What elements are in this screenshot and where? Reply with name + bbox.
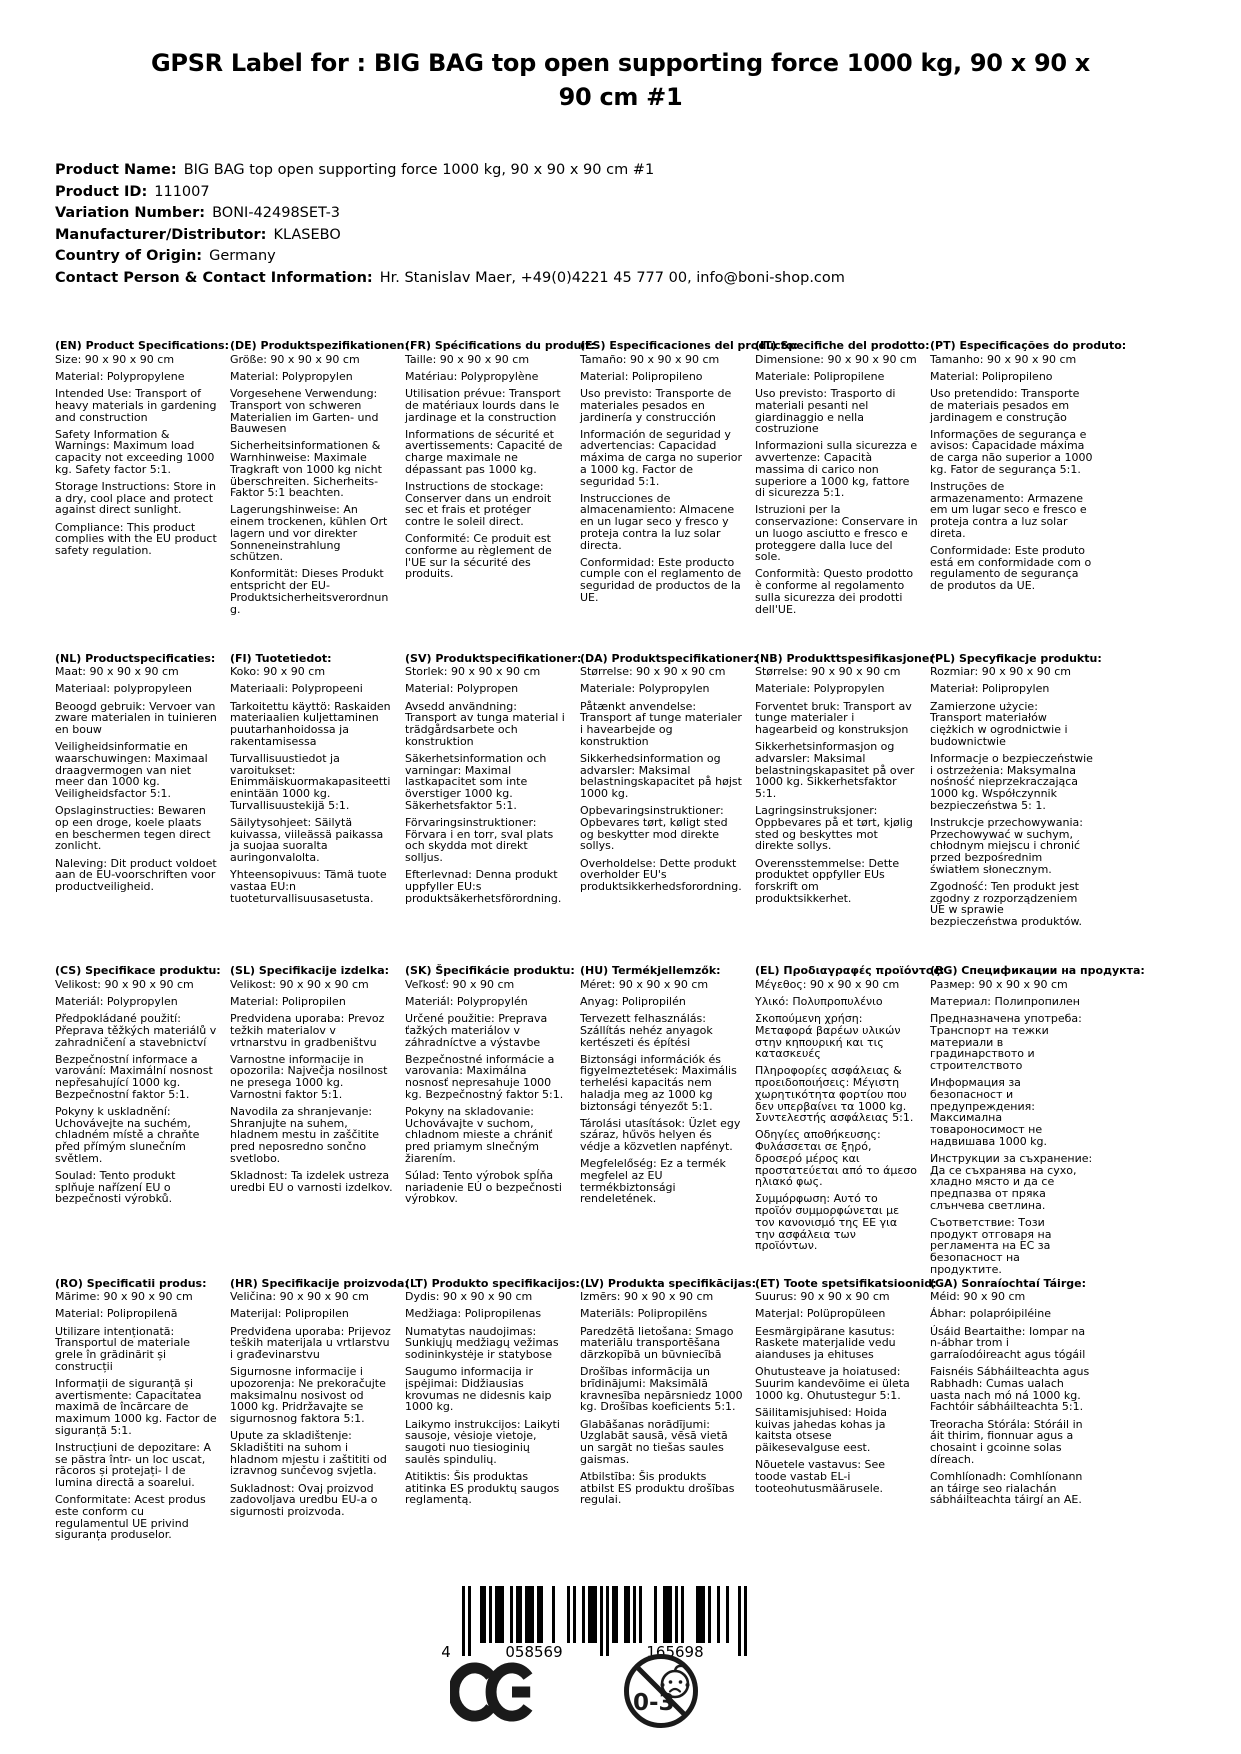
spec-cell-header: (PT) Especificações do produto: — [930, 339, 1127, 352]
spec-paragraph: Pokyny k uskladnění: Uchovávejte na suchém, chladném místě a chraňte před přímým slunečním světlem. — [55, 1105, 200, 1165]
spec-paragraph: Méret: 90 x 90 x 90 cm — [580, 977, 709, 991]
spec-paragraph: Súlad: Tento výrobok spĺňa nariadenie EÚ o bezpečnosti výrobkov. — [405, 1169, 562, 1206]
spec-paragraph: Biztonsági információk és figyelmeztetések: Maximális terhelési kapacitás nem haladja meg az 1000 kg biztonsági tényezőt 5:1. — [580, 1052, 737, 1113]
spec-paragraph: Conformitate: Acest produs este conform cu regulamentul UE privind siguranța produselor. — [55, 1493, 206, 1542]
spec-paragraph: Taille: 90 x 90 x 90 cm — [405, 352, 530, 366]
product-info-line — [55, 160, 845, 182]
ean13-barcode — [440, 1586, 747, 1668]
spec-paragraph: Mărime: 90 x 90 x 90 cm — [55, 1290, 193, 1304]
spec-paragraph: Zamierzone użycie: Transport materiałów ciężkich w ogrodnictwie i budownictwie — [930, 699, 1068, 748]
spec-paragraph: Lagerungshinweise: An einem trockenen, kühlen Ort lagern und vor direkter Sonneneinstrahlung schützen. — [230, 503, 388, 564]
spec-cell — [580, 339, 798, 653]
spec-paragraph: Materiaali: Polypropeeni — [230, 682, 363, 696]
spec-paragraph: Medžiaga: Polipropilenas — [405, 1307, 542, 1321]
spec-paragraph: Размер: 90 x 90 x 90 cm — [930, 977, 1068, 991]
spec-paragraph: Μέγεθος: 90 x 90 x 90 cm — [755, 977, 900, 991]
product-info-value: BIG BAG top open supporting force 1000 kg, 90 x 90 x 90 cm #1 — [183, 162, 655, 178]
product-info-line — [55, 203, 845, 225]
spec-paragraph: Varnostne informacije in opozorila: Največja nosilnost ne presega 1000 kg. Varnostni faktor 5:1. — [230, 1052, 388, 1101]
spec-paragraph: Vorgesehene Verwendung: Transport von schweren Materialien im Garten- und Bauwesen — [230, 387, 379, 436]
spec-paragraph: Conformité: Ce produit est conforme au règlement de l'UE sur la sécurité des produits. — [405, 532, 552, 581]
spec-paragraph: Rozmiar: 90 x 90 x 90 cm — [930, 665, 1071, 679]
spec-paragraph: Conformità: Questo prodotto è conforme al regolamento sulla sicurezza dei prodotti dell'UE. — [755, 567, 914, 616]
spec-paragraph: Größe: 90 x 90 x 90 cm — [230, 352, 360, 366]
spec-paragraph: Veiligheidsinformatie en waarschuwingen: Maximaal draagvermogen van niet meer dan 1000 kg. Veiligheidsfactor 5:1. — [55, 740, 208, 801]
spec-paragraph: Ábhar: polapróipiléine — [930, 1307, 1051, 1321]
spec-paragraph: Material: Polipropileno — [580, 369, 703, 383]
spec-paragraph: Eesmärgipärane kasutus: Raskete materjalide vedu aianduses ja ehituses — [755, 1324, 896, 1362]
spec-cell — [580, 651, 758, 966]
spec-paragraph: Uso pretendido: Transporte de materiais pesados em jardinagem e construção — [930, 387, 1080, 424]
barcode-lead-digit: 4 — [441, 1643, 451, 1661]
ce-mark-icon — [450, 1662, 534, 1726]
spec-paragraph: Material: Polipropilenă — [55, 1307, 178, 1321]
product-info-value: 111007 — [154, 183, 210, 200]
spec-paragraph: Instruções de armazenamento: Armazene em um lugar seco e fresco e proteja contra a luz solar direta. — [930, 480, 1087, 540]
age-warning-label: 0-3 — [633, 1690, 675, 1716]
spec-paragraph: Ohutusteave ja hoiatused: Suurim kandevõime ei ületa 1000 kg. Ohutustegur 5:1. — [755, 1365, 910, 1402]
spec-paragraph: Izmērs: 90 x 90 x 90 cm — [580, 1290, 714, 1304]
spec-paragraph: Materjal: Polüpropüleen — [755, 1307, 886, 1321]
spec-paragraph: Turvallisuustiedot ja varoitukset: Enimmäiskuormakapasiteetti enintään 1000 kg. Turvallisuustekijä 5:1. — [230, 751, 391, 812]
spec-cell — [755, 340, 930, 653]
spec-cell-header: (ET) Toote spetsifikatsioonid: — [755, 1276, 937, 1290]
spec-paragraph: Informații de siguranță și avertismente: Capacitatea maximă de încărcare de maximum 1000 kg. Factor de siguranță 5:1. — [55, 1376, 217, 1437]
spec-cell — [230, 339, 409, 653]
spec-cell-header: (LT) Produkto specifikacijos: — [405, 1276, 580, 1290]
spec-paragraph: Информация за безопасност и предупреждения: Максимална товароносимост не надвишава 1000 kg. — [930, 1076, 1048, 1148]
page-title: GPSR Label for : BIG BAG top open supporting force 1000 kg, 90 x 90 x 90 cm #1 — [151, 49, 1090, 111]
spec-paragraph: Informações de segurança e avisos: Capacidade máxima de carga não superior a 1000 kg. Fator de segurança 5:1. — [930, 427, 1093, 476]
barcode-right-digits: 165698 — [646, 1643, 704, 1661]
spec-paragraph: Megfelelőség: Ez a termék megfelel az EU termékbiztonsági rendeletének. — [580, 1157, 726, 1206]
spec-cell — [230, 653, 405, 966]
spec-cell-header: (IT) Specifiche del prodotto: — [755, 339, 930, 352]
spec-paragraph: Úsáid Beartaithe: Iompar na n-ábhar trom i garraíodóireacht agus tógáil — [930, 1324, 1086, 1362]
spec-cell-header: (RO) Specificatii produs: — [55, 1276, 207, 1290]
spec-paragraph: Efterlevnad: Denna produkt uppfyller EU:s produktsäkerhetsförordning. — [405, 868, 562, 905]
spec-paragraph: Informations de sécurité et avertissements: Capacité de charge maximale ne dépassant pas 1000 kg. — [405, 427, 563, 476]
spec-paragraph: Υλικό: Πολυπροπυλένιο — [755, 994, 883, 1008]
spec-paragraph: Instrucțiuni de depozitare: A se păstra într- un loc uscat, răcoros și protejați- l de lumina directă a soarelui. — [55, 1440, 212, 1490]
spec-paragraph: Förvaringsinstruktioner: Förvara i en torr, sval plats och skydda mot direkt solljus. — [405, 815, 554, 865]
spec-paragraph: Intended Use: Transport of heavy materials in gardening and construction — [55, 387, 217, 424]
product-info-label: Variation Number: — [55, 205, 206, 222]
spec-paragraph: Atitiktis: Šis produktas atitinka ES produktų saugos reglamentą. — [405, 1469, 560, 1507]
spec-cell — [755, 651, 940, 966]
spec-paragraph: Materiał: Polipropylen — [930, 682, 1050, 696]
spec-paragraph: Οδηγίες αποθήκευσης: Φυλάσσεται σε ξηρό, δροσερό μέρος και προστατεύεται από το άμεσο ηλιακό φως. — [755, 1128, 917, 1189]
spec-paragraph: Informacje o bezpieczeństwie i ostrzeżenia: Maksymalna nośność nieprzekraczająca 1000 kg. Współczynnik bezpieczeństwa 5: 1. — [930, 751, 1093, 812]
spec-paragraph: Navodila za shranjevanje: Shranjujte na suhem, hladnem mestu in zaščitite pred neposredno sončno svetlobo. — [230, 1105, 380, 1165]
spec-paragraph: Opslaginstructies: Bewaren op een droge, koele plaats en beschermen tegen direct zonlicht. — [55, 804, 211, 853]
spec-cell-header: (NL) Productspecificaties: — [55, 651, 216, 665]
spec-cell — [405, 653, 580, 966]
spec-cell — [230, 1276, 409, 1591]
spec-paragraph: Instructions de stockage: Conserver dans un endroit sec et frais et protéger contre le soleil direct. — [405, 480, 552, 529]
product-info-value: Hr. Stanislav Maer, +49(0)4221 45 777 00, info@boni-shop.com — [379, 269, 845, 286]
spec-paragraph: Predviđena uporaba: Prijevoz teških materijala u vrtlarstvu i građevinarstvu — [230, 1324, 391, 1362]
spec-cell — [55, 340, 230, 653]
spec-cell-header: (BG) Спецификации на продукта: — [930, 964, 1145, 977]
spec-cell — [580, 1278, 755, 1591]
spec-paragraph: Comhlíonadh: Comhlíonann an táirge seo rialachán sábháilteachta táirgí an AE. — [930, 1469, 1083, 1507]
barcode-left-digits: 058569 — [505, 1643, 563, 1661]
spec-paragraph: Съответствие: Този продукт отговаря на регламента на ЕС за безопасност на продуктите. — [930, 1215, 1052, 1276]
spec-paragraph: Tamanho: 90 x 90 x 90 cm — [930, 352, 1077, 366]
spec-paragraph: Συμμόρφωση: Αυτό το προϊόν συμμορφώνεται με τον κανονισμό της ΕΕ για την ασφάλεια των προϊόντων. — [755, 1192, 900, 1253]
spec-paragraph: Overensstemmelse: Dette produktet oppfyller EUs forskrift om produktsikkerhet. — [755, 856, 900, 905]
spec-paragraph: Yhteensopivuus: Tämä tuote vastaa EU:n tuoteturvallisuusasetusta. — [230, 868, 387, 905]
spec-paragraph: Soulad: Tento produkt splňuje nařízení EU o bezpečnosti výrobků. — [55, 1169, 176, 1206]
spec-cell — [580, 965, 755, 1278]
spec-cell — [930, 964, 1145, 1278]
spec-paragraph: Dimensione: 90 x 90 x 90 cm — [755, 352, 917, 366]
spec-paragraph: Předpokládané použití: Přeprava těžkých materiálů v zahradničení a stavebnictví — [55, 1012, 217, 1049]
spec-paragraph: Σκοπούμενη χρήση: Μεταφορά βαρέων υλικών στην κηπουρική και τις κατασκευές — [755, 1012, 901, 1061]
product-info-label: Product ID: — [55, 183, 148, 200]
spec-cell-header: (HR) Specifikacije proizvoda: — [230, 1276, 409, 1290]
spec-cell-header: (EN) Product Specifications: — [55, 339, 229, 352]
product-info-value: BONI-42498SET-3 — [212, 205, 341, 222]
spec-paragraph: Pokyny na skladovanie: Uchovávajte v suchom, chladnom mieste a chrániť pred priamym slnečným žiarením. — [405, 1105, 553, 1165]
spec-cell — [930, 1278, 1105, 1591]
spec-cell-header: (SV) Produktspecifikationer: — [405, 651, 582, 665]
spec-paragraph: Suurus: 90 x 90 x 90 cm — [755, 1290, 890, 1304]
product-info-line — [55, 246, 845, 268]
spec-paragraph: Forventet bruk: Transport av tunge materialer i hagearbeid og konstruksjon — [755, 699, 912, 737]
spec-cell-header: (SL) Specifikacije izdelka: — [230, 964, 390, 977]
spec-paragraph: Bezpečnostné informácie a varovania: Maximálna nosnosť nepresahuje 1000 kg. Bezpečnostný faktor 5:1. — [405, 1052, 564, 1101]
spec-paragraph: Material: Polipropilen — [230, 994, 346, 1008]
spec-paragraph: Bezpečnostní informace a varování: Maximální nosnost nepřesahující 1000 kg. Bezpečnostní faktor 5:1. — [55, 1052, 213, 1101]
spec-paragraph: Størrelse: 90 x 90 x 90 cm — [580, 665, 726, 679]
spec-cell-header: (NB) Produkttspesifikasjoner: — [755, 651, 940, 665]
spec-cell-header: (CS) Specifikace produktu: — [55, 964, 221, 977]
spec-paragraph: Материал: Полипропилен — [930, 994, 1080, 1008]
spec-cell-header: (EL) Προδιαγραφές προϊόντος: — [755, 964, 945, 977]
spec-paragraph: Opbevaringsinstruktioner: Opbevares tørt, køligt sted og beskytter mod direkte sollys. — [580, 804, 728, 853]
spec-paragraph: Material: Polypropylene — [55, 369, 185, 383]
spec-paragraph: Safety Information & Warnings: Maximum load capacity not exceeding 1000 kg. Safety factor 5:1. — [55, 427, 215, 476]
spec-paragraph: Materiál: Polypropylen — [55, 994, 178, 1008]
product-info-block — [55, 160, 845, 290]
spec-paragraph: Información de seguridad y advertencias: Capacidad máxima de carga no superior a 1000 kg. Factor de seguridad 5:1. — [580, 427, 743, 488]
spec-cell — [930, 339, 1127, 653]
spec-paragraph: Laikymo instrukcijos: Laikyti sausoje, vėsioje vietoje, saugoti nuo tiesioginių saulės spindulių. — [405, 1417, 560, 1466]
spec-cell-header: (ES) Especificaciones del producto: — [580, 339, 798, 352]
product-info-line — [55, 268, 845, 290]
spec-paragraph: Avsedd användning: Transport av tunga material i trädgårdsarbete och konstruktion — [405, 699, 565, 748]
spec-paragraph: Atbilstība: Šis produkts atbilst ES produktu drošības regulai. — [580, 1469, 735, 1507]
spec-paragraph: Säilitamisjuhised: Hoida kuivas jahedas kohas ja kaitsta otsese päikesevalguse eest. — [755, 1405, 887, 1454]
product-info-label: Contact Person & Contact Information: — [55, 269, 373, 286]
spec-paragraph: Faisnéis Sábháilteachta agus Rabhadh: Cumas ualach uasta nach mó ná 1000 kg. Fachtóir sábháilteachta 5:1. — [930, 1365, 1090, 1414]
spec-cell — [405, 339, 595, 653]
spec-paragraph: Určené použitie: Preprava ťažkých materiálov v záhradníctve a výstavbe — [405, 1012, 548, 1049]
spec-paragraph: Matériau: Polypropylène — [405, 369, 539, 383]
product-info-value: KLASEBO — [273, 226, 341, 243]
spec-paragraph: Uso previsto: Trasporto di materiali pesanti nel giardinaggio e nella costruzione — [755, 387, 896, 436]
spec-paragraph: Glabāšanas norādījumi: Uzglabāt sausā, vēsā vietā un sargāt no tiešas saules gaismas. — [580, 1417, 728, 1466]
spec-cell — [55, 653, 230, 966]
spec-grid — [55, 339, 1145, 1590]
spec-paragraph: Informazioni sulla sicurezza e avvertenze: Capacità massima di carico non superiore a 1000 kg, fattore di sicurezza 5:1. — [755, 439, 918, 500]
spec-paragraph: Koko: 90 x 90 cm — [230, 665, 326, 679]
spec-paragraph: Material: Polipropileno — [930, 369, 1053, 383]
spec-paragraph: Säilytysohjeet: Säilytä kuivassa, viileässä paikassa ja suojaa suoralta auringonvalolta. — [230, 815, 384, 865]
spec-paragraph: Storlek: 90 x 90 x 90 cm — [405, 665, 541, 679]
product-info-label: Country of Origin: — [55, 248, 203, 265]
spec-paragraph: Størrelse: 90 x 90 x 90 cm — [755, 665, 901, 679]
spec-paragraph: Instrukcje przechowywania: Przechowywać w suchym, chłodnym miejscu i chronić przed bezpośrednim światłem słonecznym. — [930, 815, 1084, 876]
spec-cell-header: (LV) Produkta specifikācijas: — [580, 1276, 756, 1290]
spec-paragraph: Treoracha Stórála: Stóráil in áit thirim, fionnuar agus a chosaint i gcoinne solas díreach. — [930, 1417, 1083, 1466]
spec-paragraph: Upute za skladištenje: Skladištiti na suhom i hladnom mjestu i zaštititi od izravnog sunčevog svjetla. — [230, 1429, 387, 1478]
spec-paragraph: Zgodność: Ten produkt jest zgodny z rozporządzeniem UE w sprawie bezpieczeństwa produktów. — [930, 879, 1083, 929]
spec-cell — [55, 1278, 230, 1591]
spec-cell-header: (FR) Spécifications du produit: — [405, 339, 595, 352]
spec-cell — [930, 653, 1105, 966]
spec-paragraph: Material: Polypropen — [405, 682, 519, 696]
spec-paragraph: Beoogd gebruik: Vervoer van zware materialen in tuinieren en bouw — [55, 699, 217, 737]
spec-paragraph: Paredzētā lietošana: Smago materiālu transportēšana dārzkopībā un būvniecībā — [580, 1324, 734, 1362]
spec-paragraph: Veľkosť: 90 x 90 cm — [405, 977, 515, 991]
spec-paragraph: Numatytas naudojimas: Sunkiųjų medžiagų vežimas sodininkystėje ir statybose — [405, 1324, 559, 1362]
spec-paragraph: Sicherheitsinformationen & Warnhinweise: Maximale Tragkraft von 1000 kg nicht überschreiten. Sicherheits-Faktor 5:1 beachten. — [230, 439, 382, 500]
product-info-value: Germany — [209, 248, 276, 265]
spec-paragraph: Conformidade: Este produto está em conformidade com o regulamento de segurança de produtos da UE. — [930, 544, 1092, 593]
spec-paragraph: Uso previsto: Transporte de materiales pesados en jardinería y construcción — [580, 387, 732, 424]
spec-cell — [755, 964, 945, 1278]
spec-paragraph: Tamaño: 90 x 90 x 90 cm — [580, 352, 720, 366]
spec-paragraph: Materiale: Polypropylen — [580, 682, 710, 696]
spec-paragraph: Sukladnost: Ovaj proizvod zadovoljava uredbu EU-a o sigurnosti proizvoda. — [230, 1481, 378, 1518]
spec-paragraph: Conformidad: Este producto cumple con el reglamento de seguridad de productos de la UE. — [580, 555, 742, 604]
spec-paragraph: Materiál: Polypropylén — [405, 994, 528, 1008]
spec-cell-header: (GA) Sonraíochtaí Táirge: — [930, 1276, 1086, 1290]
spec-paragraph: Sikkerhetsinformasjon og advarsler: Maksimal belastningskapasitet på over 1000 kg. Sikkerhetsfaktor 5:1. — [755, 740, 915, 801]
spec-paragraph: Maat: 90 x 90 x 90 cm — [55, 665, 179, 679]
spec-cell — [55, 965, 230, 1278]
spec-paragraph: Materijal: Polipropilen — [230, 1307, 349, 1321]
spec-paragraph: Utilisation prévue: Transport de matériaux lourds dans le jardinage et la construction — [405, 387, 561, 424]
spec-paragraph: Dydis: 90 x 90 x 90 cm — [405, 1290, 533, 1304]
spec-paragraph: Naleving: Dit product voldoet aan de EU-voorschriften voor productveiligheid. — [55, 856, 217, 893]
spec-paragraph: Overholdelse: Dette produkt overholder EU's produktsikkerhedsforordning. — [580, 856, 742, 893]
spec-paragraph: Konformität: Dieses Produkt entspricht der EU-Produktsicherheitsverordnung. — [230, 567, 389, 616]
spec-paragraph: Velikost: 90 x 90 x 90 cm — [230, 977, 369, 991]
spec-paragraph: Skladnost: Ta izdelek ustreza uredbi EU o varnosti izdelkov. — [230, 1169, 393, 1194]
spec-paragraph: Méid: 90 x 90 cm — [930, 1290, 1026, 1304]
spec-paragraph: Предназначена употреба: Транспорт на тежки материали в градинарството и строителството — [930, 1012, 1082, 1072]
spec-paragraph: Istruzioni per la conservazione: Conservare in un luogo asciutto e fresco e proteggere dalla luce del sole. — [755, 503, 918, 564]
spec-cell-header: (SK) Špecifikácie produktu: — [405, 964, 575, 977]
spec-paragraph: Säkerhetsinformation och varningar: Maximal lastkapacitet som inte överstiger 1000 kg. Säkerhetsfaktor 5:1. — [405, 751, 547, 812]
spec-paragraph: Tárolási utasítások: Üzlet egy száraz, hűvös helyen és védje a közvetlen napfényt. — [580, 1116, 741, 1154]
spec-paragraph: Storage Instructions: Store in a dry, cool place and protect against direct sunlight. — [55, 480, 216, 517]
spec-paragraph: Nõuetele vastavus: See toode vastab EL-i tooteohutusmäärusele. — [755, 1458, 886, 1495]
spec-cell-header: (DA) Produktspecifikationer: — [580, 651, 758, 665]
spec-paragraph: Instrucciones de almacenamiento: Almacene en un lugar seco y fresco y proteja contra la luz solar directa. — [580, 491, 735, 552]
spec-paragraph: Drošības informācija un brīdinājumi: Maksimālā kravnesība nepārsniedz 1000 kg. Drošības koeficients 5:1. — [580, 1365, 743, 1414]
spec-paragraph: Saugumo informacija ir įspėjimai: Didžiausias krovumas ne didesnis kaip 1000 kg. — [405, 1365, 552, 1414]
spec-paragraph: Utilizare intenționată: Transportul de materiale grele în grădinărit și construcții — [55, 1324, 191, 1373]
spec-paragraph: Tervezett felhasználás: Szállítás nehéz anyagok kertészeti és építési — [580, 1012, 713, 1049]
spec-cell — [755, 1276, 937, 1591]
spec-paragraph: Size: 90 x 90 x 90 cm — [55, 352, 175, 366]
spec-cell — [405, 965, 580, 1278]
spec-paragraph: Πληροφορίες ασφάλειας & προειδοποιήσεις: Μέγιστη χωρητικότητα φορτίου που δεν υπερβαίνει τα 1000 kg. Συντελεστής ασφάλειας 5:1. — [755, 1064, 914, 1125]
spec-cell-header: (FI) Tuotetiedot: — [230, 651, 332, 665]
spec-paragraph: Påtænkt anvendelse: Transport af tunge materialer i havearbejde og konstruktion — [580, 699, 742, 748]
spec-paragraph: Инструкции за съхранение: Да се съхранява на сухо, хладно място и да се предпазва от пряка слънчева светлина. — [930, 1151, 1093, 1212]
spec-cell-header: (PL) Specyfikacje produktu: — [930, 651, 1102, 665]
spec-paragraph: Predvidena uporaba: Prevoz težkih materialov v vrtnarstvu in gradbeništvu — [230, 1012, 385, 1049]
spec-cell-header: (DE) Produktspezifikationen: — [230, 339, 409, 352]
spec-paragraph: Materiāls: Polipropilēns — [580, 1307, 708, 1321]
age-warning-icon — [622, 1652, 700, 1734]
spec-paragraph: Materiale: Polipropilene — [755, 369, 885, 383]
spec-paragraph: Lagringsinstruksjoner: Oppbevares på et tørt, kjølig sted og beskyttes mot direkte sollys. — [755, 804, 913, 853]
spec-paragraph: Veličina: 90 x 90 x 90 cm — [230, 1290, 369, 1304]
spec-cell-header: (HU) Termékjellemzők: — [580, 964, 721, 977]
product-info-line — [55, 182, 845, 204]
spec-paragraph: Tarkoitettu käyttö: Raskaiden materiaalien kuljettaminen puutarhanhoidossa ja rakentamisessa — [230, 699, 391, 748]
spec-paragraph: Materiale: Polypropylen — [755, 682, 885, 696]
spec-paragraph: Compliance: This product complies with the EU product safety regulation. — [55, 520, 217, 558]
product-info-label: Manufacturer/Distributor: — [55, 226, 267, 243]
spec-paragraph: Material: Polypropylen — [230, 369, 353, 383]
spec-paragraph: Sikkerhedsinformation og advarsler: Maksimal belastningskapacitet på højst 1000 kg. — [580, 751, 742, 801]
spec-paragraph: Sigurnosne informacije i upozorenja: Ne prekoračujte maksimalnu nosivost od 1000 kg. Pridržavajte se sigurnosnog faktora 5:1. — [230, 1365, 386, 1426]
spec-cell — [230, 965, 405, 1278]
spec-paragraph: Anyag: Polipropilén — [580, 994, 686, 1008]
product-info-label: Product Name: — [55, 162, 177, 178]
spec-paragraph: Materiaal: polypropyleen — [55, 682, 192, 696]
product-info-line — [55, 225, 845, 247]
spec-cell — [405, 1278, 580, 1591]
spec-paragraph: Velikost: 90 x 90 x 90 cm — [55, 977, 194, 991]
